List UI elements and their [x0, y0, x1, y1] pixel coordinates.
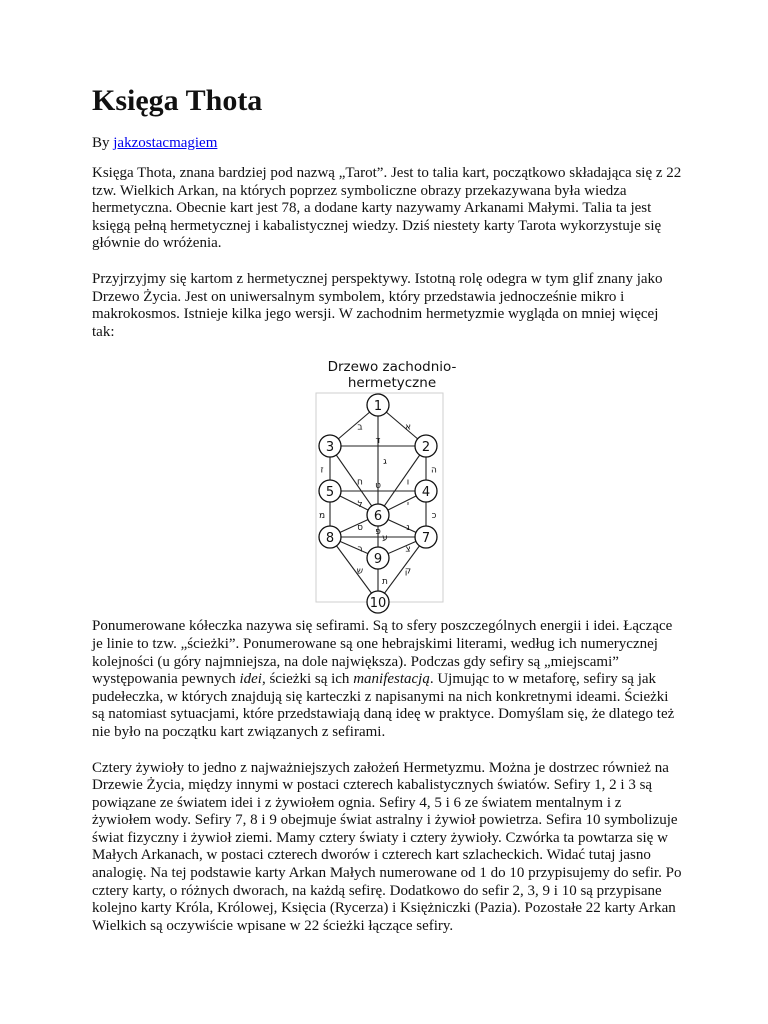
- tree-of-life-diagram: [316, 393, 466, 612]
- path-letter: מ: [318, 511, 326, 522]
- sefira-number: 2: [421, 440, 431, 456]
- emphasis-idei: idei: [239, 671, 262, 688]
- emphasis-manifestacja: manifestacją: [353, 671, 430, 688]
- path-letter: ו: [406, 477, 410, 488]
- path-line: [330, 537, 378, 602]
- article: [92, 84, 682, 953]
- figure-title-line2: hermetyczne: [347, 375, 437, 392]
- sefira-number: 9: [373, 552, 383, 568]
- paragraph-intro: Księga Thota, znana bardziej pod nazwą „Tarot”. Jest to talia kart, początkowo składająca się z 22 tzw. Wielkich Arkan, na których poprzez symboliczne obrazy przekazywana była wiedza hermetyczna. Obecnie kart jest 78, a dodane karty nazywamy Arkanami Małymi. Talia ta jest księgą pełną hermetycznej i kabalistycznej wiedzy. Dziś niestety karty Tarota wykorzystuje się głównie do wróżenia.: [92, 165, 682, 252]
- path-letter: ר: [357, 544, 363, 555]
- paragraph-sefirot: [92, 618, 682, 741]
- path-letter: כ: [431, 511, 437, 522]
- sefira-number: 7: [421, 531, 431, 547]
- sefira-number: 4: [421, 485, 431, 501]
- path-letter: פ: [375, 527, 381, 538]
- byline: [92, 135, 682, 152]
- path-letter: ע: [382, 533, 388, 544]
- paragraph-sefirot-part2: , ścieżki są ich: [261, 671, 354, 688]
- paragraph-elements: Cztery żywioły to jedno z najważniejszych założeń Hermetyzmu. Można je dostrzec również na Drzewie Życia, między innymi w postaci czterech kabalistycznych światów. Sefiry 1, 2 i 3 są powiązane ze światem idei i z żywiołem ognia. Sefiry 4, 5 i 6 ze światem mentalnym i z żywiołem wody. Sefiry 7, 8 i 9 obejmuje świat astralny i żywioł powietrza. Sefira 10 symbolizuje świat fizyczny i żywioł ziemi. Mamy cztery światy i cztery żywioły. Czwórka ta powtarza się w Małych Arkanach, w postaci czterech dworów i czterech kart szlacheckich. Widać tutaj jasno analogię. Na tej podstawie karty Arkan Małych numerowane od 1 do 10 przypisujemy do sefir. Po cztery karty, o różnych dworach, na każdą sefirę. Dodatkowo do sefir 2, 3, 9 i 10 są przypisane kolejno karty Króla, Królowej, Księcia (Rycerza) i Księżniczki (Pazia). Pozostałe 22 karty Arkan Wielkich są oczywiście wpisane w 22 ścieżki łączące sefiry.: [92, 759, 682, 934]
- sefira-number: 8: [325, 531, 335, 547]
- path-letter: ח: [357, 477, 363, 488]
- path-letter: ש: [356, 566, 364, 577]
- path-letter: ה: [431, 465, 437, 476]
- path-line: [378, 537, 426, 602]
- path-letter: נ: [406, 523, 410, 534]
- sefira-number: 6: [373, 509, 383, 525]
- figure-title-line1: Drzewo zachodnio-: [327, 359, 457, 376]
- sefira-number: 5: [325, 485, 335, 501]
- path-line: [330, 446, 378, 515]
- sefira-number: 3: [325, 440, 335, 456]
- path-letter: ג: [383, 457, 387, 468]
- figure-title: [310, 359, 474, 391]
- tree-of-life-figure: [92, 359, 692, 612]
- path-letter: ב: [357, 422, 363, 433]
- path-letter: ס: [357, 523, 363, 534]
- path-letter: ל: [357, 500, 363, 511]
- author-link[interactable]: jakzostacmagiem: [113, 135, 218, 151]
- path-letter: ד: [375, 436, 381, 447]
- sefira-number: 10: [369, 596, 387, 612]
- path-letter: י: [406, 500, 410, 511]
- path-letter: צ: [405, 544, 411, 555]
- path-letter: ז: [320, 465, 324, 476]
- path-letter: ת: [382, 577, 388, 588]
- path-letter: ק: [404, 566, 412, 577]
- page-title: Księga Thota: [92, 84, 263, 117]
- sefira-number: 1: [373, 399, 383, 415]
- paragraph-sefirot-part1: Ponumerowane kółeczka nazywa się sefirami. Są to sfery poszczególnych energii i idei. Łączące je linie to tzw. „ścieżki”. Ponumerowane są one hebrajskimi literami, według ich numerycznej kolejności (u góry najmniejsza, na dole największa). Podczas gdy sefiry są „miejscami” występowania pewnych: [92, 618, 673, 688]
- paragraph-tree-intro: Przyjrzyjmy się kartom z hermetycznej perspektywy. Istotną rolę odegra w tym glif znany jako Drzewo Życia. Jest on uniwersalnym symbolem, który przedstawia jednocześnie mikro i makrokosmos. Istnieje kilka jego wersji. W zachodnim hermetyzmie wygląda on mniej więcej tak:: [92, 270, 663, 340]
- path-letter: א: [404, 422, 412, 433]
- paragraph-sefirot-part3: . Ujmując to w metaforę, sefiry są jak pudełeczka, w których znajdują się karteczki z napisanymi na nich konkretnymi ideami. Ścieżki są natomiast sytuacjami, które przedstawiają daną ideę w praktyce. Domyślam się, że dlatego też nie było na początku kart związanych z sefirami.: [92, 671, 675, 740]
- byline-prefix: By: [92, 135, 110, 151]
- path-letter: ט: [375, 481, 381, 492]
